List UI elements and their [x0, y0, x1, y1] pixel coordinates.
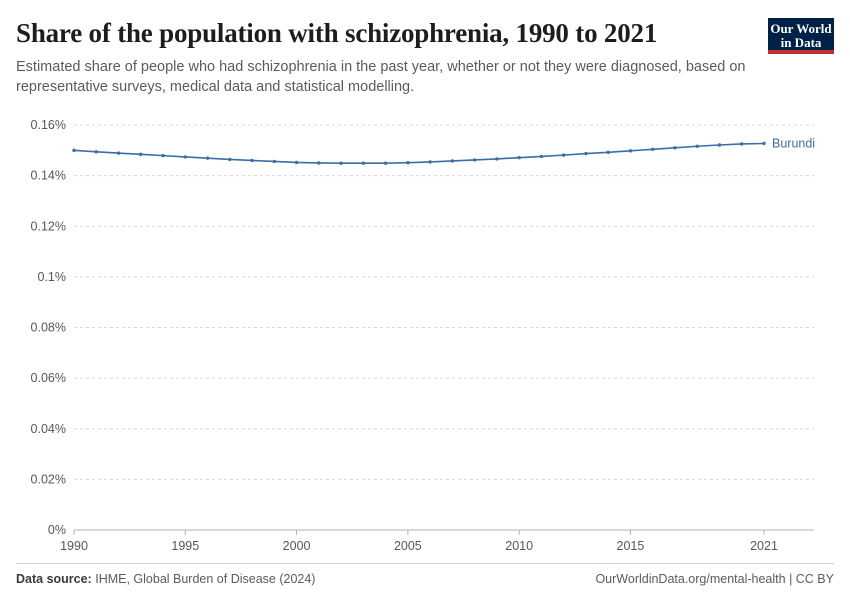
x-axis-tick-label: 2005 [393, 539, 422, 554]
y-axis-tick-label: 0.12% [30, 219, 66, 234]
series-point[interactable] [139, 153, 142, 156]
series-point[interactable] [95, 150, 98, 153]
y-axis-tick-label: 0.16% [30, 118, 66, 133]
series-point[interactable] [295, 161, 298, 164]
series-point[interactable] [362, 162, 365, 165]
owid-logo-line2: in Data [780, 35, 822, 50]
y-axis-tick-label: 0.02% [30, 472, 66, 487]
owid-logo[interactable] [768, 18, 834, 54]
series-point[interactable] [473, 158, 476, 161]
x-axis-tick-label: 2015 [616, 539, 645, 554]
y-axis-tick-label: 0.08% [30, 320, 66, 335]
y-axis-tick-label: 0.14% [30, 168, 66, 183]
series-point[interactable] [673, 146, 676, 149]
series-point[interactable] [629, 149, 632, 152]
series-point[interactable] [428, 160, 431, 163]
series-point[interactable] [273, 160, 276, 163]
series-point[interactable] [562, 153, 565, 156]
data-source-label: Data source: [16, 572, 92, 586]
x-axis-tick-label: 1990 [60, 539, 88, 554]
y-axis-tick-label: 0.04% [30, 421, 66, 436]
x-axis-tick-label: 2021 [750, 539, 778, 554]
data-source-text: IHME, Global Burden of Disease (2024) [95, 572, 316, 586]
series-point[interactable] [718, 143, 721, 146]
y-axis-tick-label: 0.1% [37, 269, 66, 284]
series-point[interactable] [339, 162, 342, 165]
series-point[interactable] [540, 155, 543, 158]
series-point[interactable] [740, 142, 743, 145]
data-source [16, 572, 315, 586]
series-line[interactable] [74, 144, 764, 164]
series-point[interactable] [406, 161, 409, 164]
y-axis-tick-label: 0.06% [30, 371, 66, 386]
series-point[interactable] [495, 157, 498, 160]
x-axis-tick-label: 2010 [505, 539, 534, 554]
series-point[interactable] [228, 158, 231, 161]
series-point[interactable] [517, 156, 520, 159]
chart-header [16, 18, 834, 97]
owid-logo-line1: Our World [770, 21, 832, 36]
series-point[interactable] [117, 151, 120, 154]
series-point[interactable] [72, 149, 75, 152]
series-point[interactable] [584, 152, 587, 155]
page-title: Share of the population with schizophrenia, 1990 to 2021 [16, 18, 658, 48]
series-point[interactable] [762, 142, 765, 145]
x-axis-tick-label: 1995 [171, 539, 200, 554]
series-point[interactable] [161, 154, 164, 157]
series-point[interactable] [606, 151, 609, 154]
series-point[interactable] [184, 155, 187, 158]
x-axis-tick-label: 2000 [282, 539, 311, 554]
series-point[interactable] [317, 161, 320, 164]
attribution[interactable]: OurWorldinData.org/mental-health | CC BY [595, 572, 834, 586]
series-point[interactable] [451, 159, 454, 162]
line-chart-svg[interactable] [16, 115, 834, 555]
chart-subtitle: Estimated share of people who had schizophrenia in the past year, whether or not they were diagnosed, based on representative surveys, medical data and statistical modelling. [16, 59, 746, 96]
series-point[interactable] [206, 157, 209, 160]
series-point[interactable] [651, 148, 654, 151]
chart-footer [16, 563, 834, 586]
chart-plot-area[interactable] [16, 115, 834, 555]
y-axis-tick-label: 0% [47, 523, 66, 538]
series-point[interactable] [250, 159, 253, 162]
series-label-burundi[interactable]: Burundi [772, 136, 816, 151]
series-point[interactable] [384, 162, 387, 165]
series-point[interactable] [696, 145, 699, 148]
